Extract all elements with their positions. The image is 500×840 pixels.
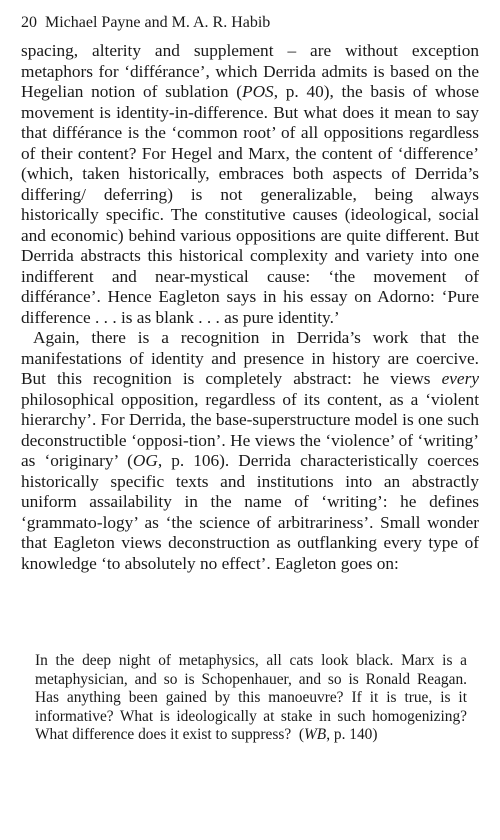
emphasis: every	[441, 369, 479, 388]
cited-work-abbreviation: POS	[242, 82, 274, 101]
running-head-authors: Michael Payne and M. A. R. Habib	[45, 14, 271, 31]
text-run: , p. 140)	[326, 726, 378, 744]
text-run: Again, there is a recognition in Derrida’s work that the manifestations of identity and presence in history are coercive. But this recognition is completely abstract: he views	[21, 328, 479, 388]
running-head	[21, 13, 270, 33]
quote-text	[35, 652, 467, 745]
text-run: philosophical opposition, regardless of its content, as a ‘violent hierarchy’. For Derrida, the base-superstructure model is one such deconstructible ‘opposi-tion’. He views the ‘violence’ of ‘writing’ as ‘originary’ (	[21, 389, 479, 470]
text-run: spacing, alterity and supplement – are without exception metaphors for ‘différance’, which Derrida admits is based on the Hegelian notion of sublation (	[21, 41, 479, 101]
paragraph	[21, 328, 479, 574]
text-run: , p. 106). Derrida characteristically coerces historically specific texts and institutions into an abstractly uniform assailability in the name of ‘writing’: he defines ‘grammato-logy’ as ‘the science of arbitrariness’. Small wonder that Eagleton views deconstruction as outflanking every type of knowledge ‘to absolutely no effect’. Eagleton goes on:	[21, 451, 480, 573]
cited-work-abbreviation: WB	[303, 726, 327, 744]
body-text	[21, 41, 479, 574]
text-run: , p. 40), the basis of whose movement is identity-in-difference. But what does it mean to say that différance is the ‘common root’ of all oppositions regardless of their content? For Hegel and Marx, the content of ‘difference’ (which, taken historically, embraces both aspects of Derrida’s differing/ deferring) is not generalizable, being always historically specific. The constitutive causes (ideological, social and economic) behind various oppositions are quite different. But Derrida abstracts this historical complexity and variety into one indifferent and near-mystical cause: ‘the movement of différance’. Hence Eagleton says in his essay on Adorno: ‘Pure difference . . . is as blank . . . as pure identity.’	[21, 82, 479, 327]
block-quote	[35, 652, 467, 745]
cited-work-abbreviation: OG	[132, 451, 158, 470]
paragraph	[21, 41, 479, 328]
text-run: In the deep night of metaphysics, all cats look black. Marx is a metaphysician, and so is Schopenhauer, and so is Ronald Reagan. Has anything been gained by this manoeuvre? If it is true, is it informative? What is ideologically at stake in such homogenizing? What difference does it exist to suppress? (	[35, 652, 467, 744]
page-number: 20	[21, 14, 37, 31]
